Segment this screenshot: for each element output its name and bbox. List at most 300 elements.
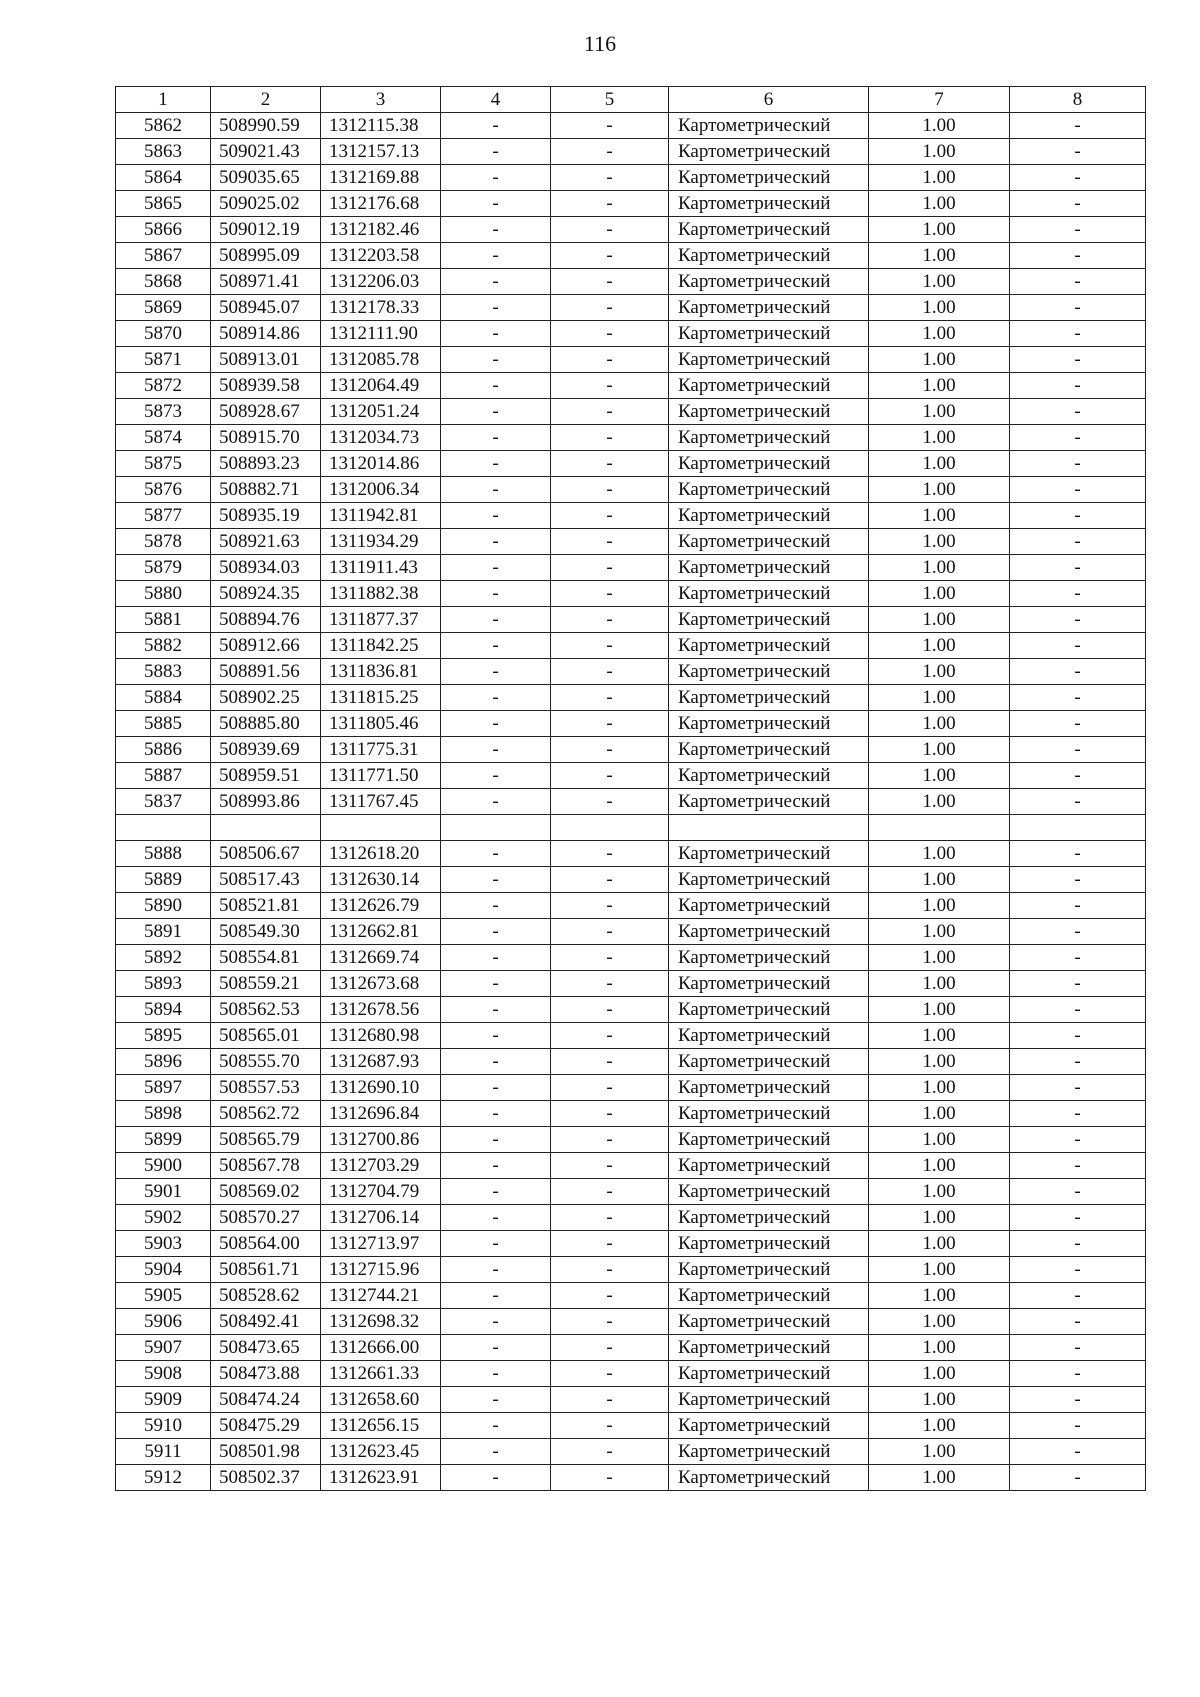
cell-col-8: - [1010, 1075, 1146, 1101]
cell-method: Картометрический [669, 1309, 869, 1335]
table-row [116, 1101, 1146, 1127]
cell-method: Картометрический [669, 1465, 869, 1491]
cell-method: Картометрический [669, 399, 869, 425]
cell-col-4: - [441, 789, 551, 815]
cell-method: Картометрический [669, 633, 869, 659]
cell-point-number: 5866 [116, 217, 211, 243]
cell-point-number: 5837 [116, 789, 211, 815]
cell-col-5: - [551, 945, 669, 971]
table-row [116, 373, 1146, 399]
cell-point-number: 5868 [116, 269, 211, 295]
cell-accuracy: 1.00 [869, 1309, 1010, 1335]
cell-col-5: - [551, 737, 669, 763]
table-row [116, 711, 1146, 737]
cell-point-number: 5869 [116, 295, 211, 321]
cell-y-coordinate: 1312206.03 [321, 269, 441, 295]
cell-col-5: - [551, 1205, 669, 1231]
cell-accuracy: 1.00 [869, 971, 1010, 997]
cell-col-5: - [551, 1075, 669, 1101]
cell-method: Картометрический [669, 997, 869, 1023]
cell-method: Картометрический [669, 1049, 869, 1075]
cell-accuracy: 1.00 [869, 997, 1010, 1023]
table-row [116, 789, 1146, 815]
cell-y-coordinate: 1312169.88 [321, 165, 441, 191]
cell-y-coordinate: 1311934.29 [321, 529, 441, 555]
cell-x-coordinate: 508492.41 [211, 1309, 321, 1335]
cell-y-coordinate: 1311767.45 [321, 789, 441, 815]
cell-col-4: - [441, 1335, 551, 1361]
cell-y-coordinate: 1312687.93 [321, 1049, 441, 1075]
cell-col-4: - [441, 1127, 551, 1153]
cell-accuracy: 1.00 [869, 1075, 1010, 1101]
cell-col-4: - [441, 711, 551, 737]
cell-col-4: - [441, 399, 551, 425]
cell-y-coordinate: 1311911.43 [321, 555, 441, 581]
cell-accuracy: 1.00 [869, 555, 1010, 581]
cell-y-coordinate: 1312656.15 [321, 1413, 441, 1439]
cell-accuracy: 1.00 [869, 425, 1010, 451]
cell-y-coordinate: 1312085.78 [321, 347, 441, 373]
cell-col-5: - [551, 919, 669, 945]
cell-x-coordinate: 508913.01 [211, 347, 321, 373]
cell-col-5: - [551, 763, 669, 789]
cell-method: Картометрический [669, 477, 869, 503]
column-header-1: 1 [116, 87, 211, 113]
cell-col-8: - [1010, 425, 1146, 451]
column-header-7: 7 [869, 87, 1010, 113]
table-row [116, 503, 1146, 529]
cell-point-number: 5867 [116, 243, 211, 269]
cell-accuracy: 1.00 [869, 269, 1010, 295]
cell-col-5: - [551, 373, 669, 399]
cell-point-number: 5898 [116, 1101, 211, 1127]
cell-point-number: 5881 [116, 607, 211, 633]
table-row [116, 1361, 1146, 1387]
cell-col-4 [441, 815, 551, 841]
cell-col-8: - [1010, 945, 1146, 971]
cell-y-coordinate: 1312203.58 [321, 243, 441, 269]
cell-col-4: - [441, 919, 551, 945]
cell-col-8: - [1010, 139, 1146, 165]
cell-accuracy: 1.00 [869, 919, 1010, 945]
cell-point-number: 5900 [116, 1153, 211, 1179]
cell-accuracy: 1.00 [869, 1205, 1010, 1231]
cell-col-4: - [441, 841, 551, 867]
cell-x-coordinate: 508473.65 [211, 1335, 321, 1361]
cell-point-number: 5912 [116, 1465, 211, 1491]
column-header-3: 3 [321, 87, 441, 113]
cell-x-coordinate [211, 815, 321, 841]
cell-col-4: - [441, 321, 551, 347]
cell-col-8: - [1010, 1179, 1146, 1205]
table-row [116, 451, 1146, 477]
cell-accuracy: 1.00 [869, 1257, 1010, 1283]
cell-point-number: 5884 [116, 685, 211, 711]
cell-col-8: - [1010, 711, 1146, 737]
cell-col-8: - [1010, 1283, 1146, 1309]
cell-col-8: - [1010, 451, 1146, 477]
cell-col-8: - [1010, 1205, 1146, 1231]
cell-col-4: - [441, 269, 551, 295]
cell-method: Картометрический [669, 971, 869, 997]
cell-method: Картометрический [669, 893, 869, 919]
cell-col-4: - [441, 113, 551, 139]
cell-col-8: - [1010, 919, 1146, 945]
table-row [116, 1283, 1146, 1309]
cell-method: Картометрический [669, 919, 869, 945]
cell-col-4: - [441, 1387, 551, 1413]
cell-col-5 [551, 815, 669, 841]
table-row [116, 139, 1146, 165]
cell-method: Картометрический [669, 1361, 869, 1387]
cell-method: Картометрический [669, 1075, 869, 1101]
cell-y-coordinate: 1312623.45 [321, 1439, 441, 1465]
cell-y-coordinate: 1312618.20 [321, 841, 441, 867]
cell-x-coordinate: 508521.81 [211, 893, 321, 919]
table-row [116, 1413, 1146, 1439]
cell-accuracy: 1.00 [869, 1439, 1010, 1465]
cell-point-number: 5902 [116, 1205, 211, 1231]
table-row [116, 1439, 1146, 1465]
cell-method [669, 815, 869, 841]
cell-method: Картометрический [669, 217, 869, 243]
cell-method: Картометрический [669, 529, 869, 555]
cell-x-coordinate: 509035.65 [211, 165, 321, 191]
cell-col-8: - [1010, 191, 1146, 217]
table-row [116, 425, 1146, 451]
cell-col-4: - [441, 1439, 551, 1465]
table-row [116, 555, 1146, 581]
cell-col-4: - [441, 373, 551, 399]
cell-method: Картометрический [669, 581, 869, 607]
cell-col-8: - [1010, 1231, 1146, 1257]
cell-y-coordinate: 1311771.50 [321, 763, 441, 789]
column-header-4: 4 [441, 87, 551, 113]
cell-col-8: - [1010, 269, 1146, 295]
cell-point-number [116, 815, 211, 841]
table-row [116, 321, 1146, 347]
cell-col-8: - [1010, 737, 1146, 763]
header-row [116, 87, 1146, 113]
table-body [116, 113, 1146, 1491]
cell-point-number: 5870 [116, 321, 211, 347]
cell-accuracy: 1.00 [869, 217, 1010, 243]
table-row [116, 581, 1146, 607]
cell-col-8: - [1010, 581, 1146, 607]
cell-col-5: - [551, 1231, 669, 1257]
cell-col-4: - [441, 607, 551, 633]
cell-col-8: - [1010, 841, 1146, 867]
cell-col-4: - [441, 763, 551, 789]
cell-col-8: - [1010, 347, 1146, 373]
cell-y-coordinate: 1311805.46 [321, 711, 441, 737]
cell-col-5: - [551, 139, 669, 165]
table-row [116, 1127, 1146, 1153]
cell-accuracy: 1.00 [869, 1465, 1010, 1491]
table-row [116, 269, 1146, 295]
cell-col-5: - [551, 321, 669, 347]
cell-point-number: 5909 [116, 1387, 211, 1413]
cell-accuracy: 1.00 [869, 737, 1010, 763]
cell-col-5: - [551, 1413, 669, 1439]
cell-method: Картометрический [669, 763, 869, 789]
cell-point-number: 5887 [116, 763, 211, 789]
cell-x-coordinate: 508891.56 [211, 659, 321, 685]
cell-point-number: 5880 [116, 581, 211, 607]
cell-col-8: - [1010, 1101, 1146, 1127]
cell-y-coordinate: 1312713.97 [321, 1231, 441, 1257]
cell-col-5: - [551, 1465, 669, 1491]
table-row [116, 191, 1146, 217]
cell-col-8: - [1010, 1257, 1146, 1283]
cell-point-number: 5877 [116, 503, 211, 529]
cell-col-5: - [551, 685, 669, 711]
cell-accuracy: 1.00 [869, 763, 1010, 789]
table-row [116, 737, 1146, 763]
cell-col-8: - [1010, 295, 1146, 321]
cell-y-coordinate: 1312178.33 [321, 295, 441, 321]
cell-col-5: - [551, 581, 669, 607]
cell-col-4: - [441, 1049, 551, 1075]
cell-col-5: - [551, 269, 669, 295]
cell-col-5: - [551, 425, 669, 451]
cell-method: Картометрический [669, 555, 869, 581]
cell-col-5: - [551, 841, 669, 867]
cell-method: Картометрический [669, 269, 869, 295]
cell-point-number: 5885 [116, 711, 211, 737]
cell-y-coordinate: 1311942.81 [321, 503, 441, 529]
cell-col-8: - [1010, 529, 1146, 555]
cell-col-5: - [551, 451, 669, 477]
cell-x-coordinate: 508562.53 [211, 997, 321, 1023]
cell-y-coordinate: 1311877.37 [321, 607, 441, 633]
cell-col-4: - [441, 581, 551, 607]
cell-x-coordinate: 508506.67 [211, 841, 321, 867]
cell-col-8: - [1010, 867, 1146, 893]
cell-accuracy: 1.00 [869, 1413, 1010, 1439]
cell-col-8: - [1010, 243, 1146, 269]
cell-point-number: 5889 [116, 867, 211, 893]
cell-col-4: - [441, 1153, 551, 1179]
cell-col-5: - [551, 789, 669, 815]
cell-y-coordinate: 1312051.24 [321, 399, 441, 425]
cell-accuracy: 1.00 [869, 581, 1010, 607]
cell-point-number: 5905 [116, 1283, 211, 1309]
cell-x-coordinate: 508565.79 [211, 1127, 321, 1153]
cell-method: Картометрический [669, 1413, 869, 1439]
cell-col-5: - [551, 1257, 669, 1283]
cell-method: Картометрический [669, 737, 869, 763]
cell-point-number: 5908 [116, 1361, 211, 1387]
cell-y-coordinate: 1311842.25 [321, 633, 441, 659]
cell-point-number: 5906 [116, 1309, 211, 1335]
cell-col-8: - [1010, 477, 1146, 503]
table-row [116, 165, 1146, 191]
table-row [116, 893, 1146, 919]
table-row [116, 867, 1146, 893]
cell-method: Картометрический [669, 659, 869, 685]
cell-x-coordinate: 509025.02 [211, 191, 321, 217]
cell-col-8: - [1010, 1335, 1146, 1361]
cell-col-4: - [441, 1465, 551, 1491]
cell-point-number: 5896 [116, 1049, 211, 1075]
cell-x-coordinate: 508914.86 [211, 321, 321, 347]
cell-col-4: - [441, 1101, 551, 1127]
table-row [116, 763, 1146, 789]
cell-x-coordinate: 508562.72 [211, 1101, 321, 1127]
cell-accuracy: 1.00 [869, 711, 1010, 737]
cell-accuracy: 1.00 [869, 685, 1010, 711]
cell-point-number: 5897 [116, 1075, 211, 1101]
cell-x-coordinate: 508921.63 [211, 529, 321, 555]
cell-y-coordinate: 1312157.13 [321, 139, 441, 165]
table-row [116, 1153, 1146, 1179]
cell-accuracy: 1.00 [869, 139, 1010, 165]
cell-y-coordinate: 1312006.34 [321, 477, 441, 503]
cell-accuracy: 1.00 [869, 1127, 1010, 1153]
cell-y-coordinate: 1312703.29 [321, 1153, 441, 1179]
cell-accuracy: 1.00 [869, 633, 1010, 659]
cell-col-5: - [551, 1309, 669, 1335]
cell-x-coordinate: 508885.80 [211, 711, 321, 737]
cell-col-8 [1010, 815, 1146, 841]
cell-y-coordinate: 1312115.38 [321, 113, 441, 139]
cell-col-8: - [1010, 555, 1146, 581]
cell-point-number: 5893 [116, 971, 211, 997]
cell-col-4: - [441, 1283, 551, 1309]
table-row [116, 945, 1146, 971]
cell-x-coordinate: 508528.62 [211, 1283, 321, 1309]
cell-col-8: - [1010, 1413, 1146, 1439]
cell-method: Картометрический [669, 373, 869, 399]
cell-point-number: 5864 [116, 165, 211, 191]
cell-col-5: - [551, 347, 669, 373]
cell-method: Картометрический [669, 1101, 869, 1127]
cell-accuracy: 1.00 [869, 347, 1010, 373]
table-row [116, 295, 1146, 321]
cell-accuracy: 1.00 [869, 399, 1010, 425]
cell-method: Картометрический [669, 607, 869, 633]
cell-y-coordinate: 1311815.25 [321, 685, 441, 711]
cell-y-coordinate: 1312715.96 [321, 1257, 441, 1283]
table-row [116, 1231, 1146, 1257]
cell-x-coordinate: 508959.51 [211, 763, 321, 789]
cell-point-number: 5901 [116, 1179, 211, 1205]
cell-col-8: - [1010, 1049, 1146, 1075]
cell-method: Картометрический [669, 243, 869, 269]
cell-col-5: - [551, 633, 669, 659]
table-row [116, 1309, 1146, 1335]
cell-x-coordinate: 508902.25 [211, 685, 321, 711]
cell-x-coordinate: 508474.24 [211, 1387, 321, 1413]
cell-method: Картометрический [669, 1205, 869, 1231]
cell-col-4: - [441, 165, 551, 191]
cell-col-4: - [441, 1023, 551, 1049]
cell-col-5: - [551, 165, 669, 191]
cell-point-number: 5911 [116, 1439, 211, 1465]
cell-point-number: 5910 [116, 1413, 211, 1439]
cell-col-5: - [551, 607, 669, 633]
cell-y-coordinate: 1312630.14 [321, 867, 441, 893]
cell-x-coordinate: 508934.03 [211, 555, 321, 581]
cell-col-4: - [441, 1231, 551, 1257]
cell-col-4: - [441, 633, 551, 659]
cell-col-5: - [551, 1127, 669, 1153]
cell-col-4: - [441, 451, 551, 477]
cell-accuracy: 1.00 [869, 1335, 1010, 1361]
cell-method: Картометрический [669, 425, 869, 451]
cell-col-4: - [441, 737, 551, 763]
cell-accuracy: 1.00 [869, 503, 1010, 529]
cell-point-number: 5878 [116, 529, 211, 555]
cell-col-8: - [1010, 321, 1146, 347]
cell-col-5: - [551, 1179, 669, 1205]
column-header-6: 6 [669, 87, 869, 113]
cell-col-4: - [441, 555, 551, 581]
cell-x-coordinate: 508939.58 [211, 373, 321, 399]
cell-point-number: 5899 [116, 1127, 211, 1153]
cell-accuracy: 1.00 [869, 1283, 1010, 1309]
cell-col-4: - [441, 1361, 551, 1387]
table-row [116, 685, 1146, 711]
cell-y-coordinate: 1312698.32 [321, 1309, 441, 1335]
table-row [116, 113, 1146, 139]
cell-col-5: - [551, 113, 669, 139]
cell-col-8: - [1010, 971, 1146, 997]
table-row [116, 1257, 1146, 1283]
table-row [116, 1023, 1146, 1049]
cell-x-coordinate: 508894.76 [211, 607, 321, 633]
cell-col-8: - [1010, 763, 1146, 789]
cell-accuracy: 1.00 [869, 659, 1010, 685]
column-header-8: 8 [1010, 87, 1146, 113]
cell-col-4: - [441, 945, 551, 971]
cell-x-coordinate: 508557.53 [211, 1075, 321, 1101]
table-row [116, 919, 1146, 945]
cell-y-coordinate: 1312176.68 [321, 191, 441, 217]
cell-x-coordinate: 508912.66 [211, 633, 321, 659]
cell-y-coordinate: 1312111.90 [321, 321, 441, 347]
cell-accuracy: 1.00 [869, 1023, 1010, 1049]
cell-x-coordinate: 508569.02 [211, 1179, 321, 1205]
cell-point-number: 5891 [116, 919, 211, 945]
cell-col-4: - [441, 659, 551, 685]
cell-col-4: - [441, 503, 551, 529]
cell-col-4: - [441, 1309, 551, 1335]
cell-method: Картометрический [669, 1023, 869, 1049]
table-row [116, 1075, 1146, 1101]
cell-x-coordinate: 508939.69 [211, 737, 321, 763]
cell-accuracy: 1.00 [869, 373, 1010, 399]
cell-accuracy: 1.00 [869, 113, 1010, 139]
table-row [116, 399, 1146, 425]
cell-x-coordinate: 508893.23 [211, 451, 321, 477]
cell-col-5: - [551, 893, 669, 919]
cell-y-coordinate [321, 815, 441, 841]
cell-accuracy: 1.00 [869, 1049, 1010, 1075]
cell-col-5: - [551, 191, 669, 217]
cell-col-4: - [441, 425, 551, 451]
cell-col-5: - [551, 217, 669, 243]
table-row [116, 1387, 1146, 1413]
table-row [116, 1049, 1146, 1075]
cell-col-8: - [1010, 997, 1146, 1023]
cell-col-5: - [551, 659, 669, 685]
cell-y-coordinate: 1312706.14 [321, 1205, 441, 1231]
cell-accuracy: 1.00 [869, 321, 1010, 347]
cell-point-number: 5876 [116, 477, 211, 503]
cell-point-number: 5875 [116, 451, 211, 477]
